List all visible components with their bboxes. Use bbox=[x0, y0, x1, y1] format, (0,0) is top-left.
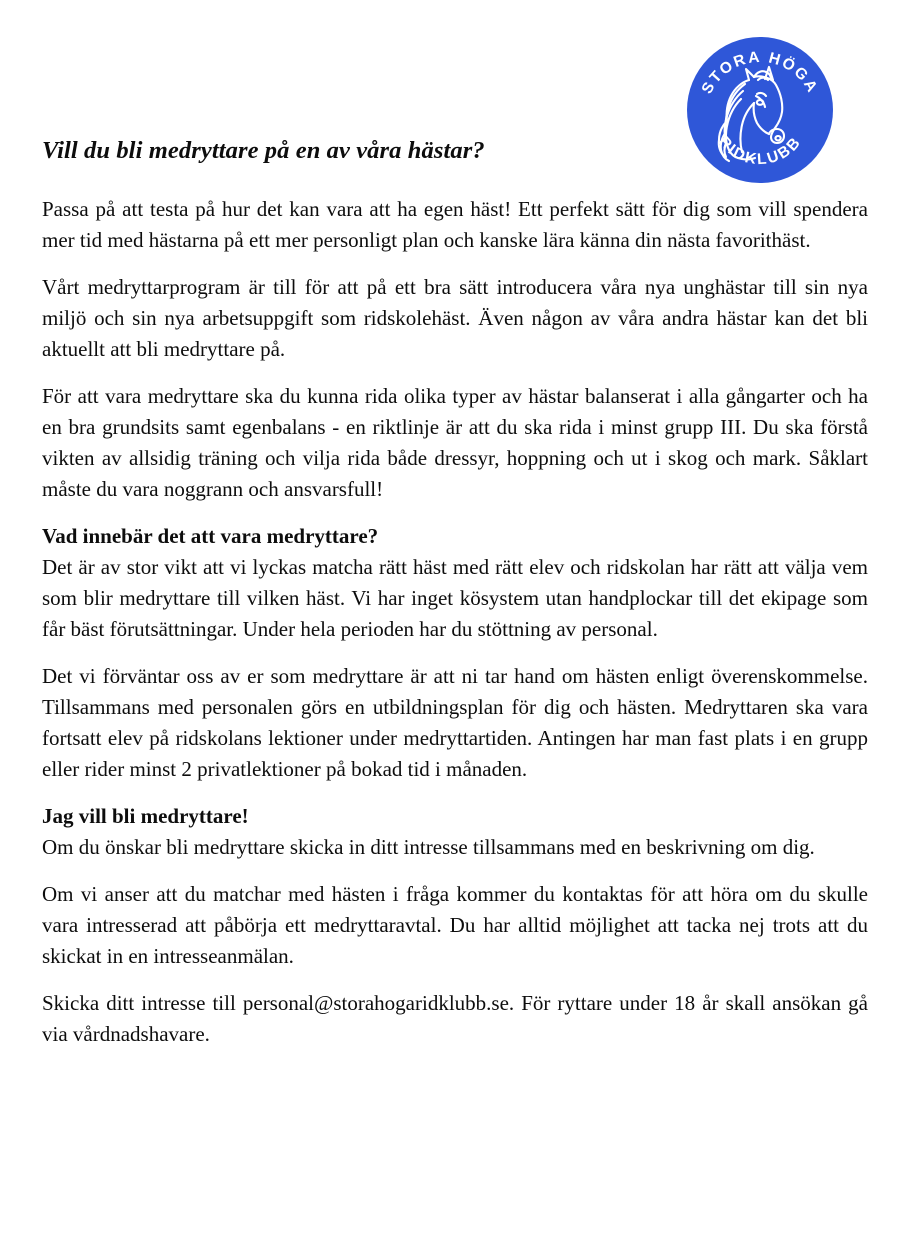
logo-top-arc-text: STORA HÖGA bbox=[698, 48, 822, 97]
logo-bottom-arc-text: RIDKLUBB bbox=[714, 133, 806, 169]
section-i-want-to-apply bbox=[42, 801, 868, 863]
paragraph-program: Vårt medryttarprogram är till för att på ett bra sätt introducera våra nya unghästar till sin nya miljö och sin nya arbetsuppgift som ridskolehäst. Även någon av våra andra hästar kan det bli aktuellt att bli medryttare på. bbox=[42, 275, 868, 361]
section-heading-i-want-to-apply: Jag vill bli medryttare! bbox=[42, 804, 249, 828]
section-body-i-want-to-apply: Om du önskar bli medryttare skicka in ditt intresse tillsammans med en beskrivning om dig. bbox=[42, 835, 815, 859]
document-body bbox=[42, 136, 868, 1050]
paragraph-intro: Passa på att testa på hur det kan vara att ha egen häst! Ett perfekt sätt för dig som vill spendera mer tid med hästarna på ett mer personligt plan och kanske lära känna din nästa favorithäst. bbox=[42, 197, 868, 252]
section-body-what-it-means: Det är av stor vikt att vi lyckas matcha rätt häst med rätt elev och ridskolan har rätt att välja vem som blir medryttare till vilken häst. Vi har inget kösystem utan handplockar till det ekipage som får bäst förutsättningar. Under hela perioden har du stöttning av personal. bbox=[42, 555, 868, 641]
paragraph-expectations: Det vi förväntar oss av er som medryttare är att ni tar hand om hästen enligt överenskommelse. Tillsammans med personalen görs en utbildningsplan för dig och hästen. Medryttaren ska vara fortsatt elev på ridskolans lektioner under medryttartiden. Antingen har man fast plats i en grupp eller rider minst 2 privatlektioner på bokad tid i månaden. bbox=[42, 664, 868, 781]
section-what-it-means bbox=[42, 521, 868, 645]
paragraph-contact-process: Om vi anser att du matchar med hästen i fråga kommer du kontaktas för att höra om du skulle vara intresserad att påbörja ett medryttaravtal. Du har alltid möjlighet att tacka nej trots att du skickat in en intresseanmälan. bbox=[42, 882, 868, 968]
paragraph-contact-email: Skicka ditt intresse till personal@storahogaridklubb.se. För ryttare under 18 år skall ansökan gå via vårdnadshavare. bbox=[42, 991, 868, 1046]
page-title: Vill du bli medryttare på en av våra hästar? bbox=[42, 137, 485, 164]
paragraph-requirements: För att vara medryttare ska du kunna rida olika typer av hästar balanserat i alla gångarter och ha en bra grundsits samt egenbalans - en riktlinje är att du ska rida i minst grupp III. Du ska förstå vikten av allsidig träning och vilja rida både dressyr, hoppning och ut i skog och mark. Såklart måste du vara noggrann och ansvarsfull! bbox=[42, 384, 868, 501]
section-heading-what-it-means: Vad innebär det att vara medryttare? bbox=[42, 524, 379, 548]
